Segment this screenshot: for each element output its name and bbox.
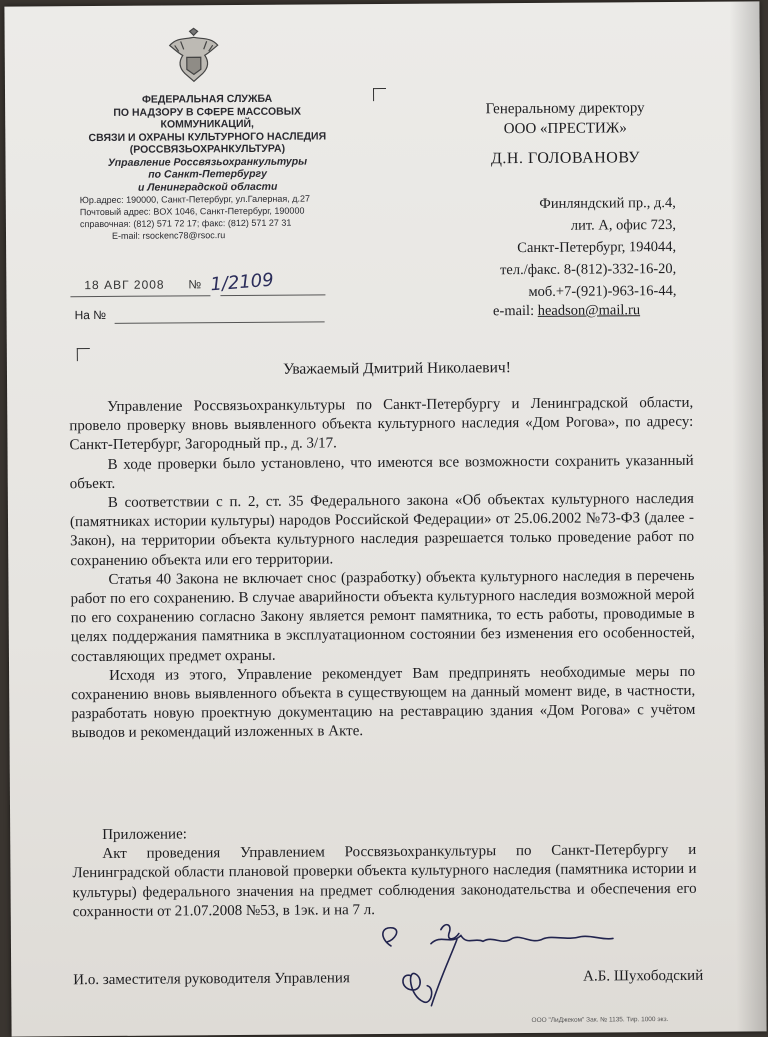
org-line: СВЯЗИ И ОХРАНЫ КУЛЬТУРНОГО НАСЛЕДИЯ bbox=[88, 129, 327, 144]
email-label: e-mail: bbox=[492, 302, 535, 320]
dept-line: Управление Россвязьохранкультуры bbox=[107, 155, 308, 169]
org-line: ФЕДЕРАЛЬНАЯ СЛУЖБА bbox=[141, 92, 273, 106]
dept-line: и Ленинградской области bbox=[137, 180, 278, 194]
contact-line: Почтовый адрес: BOX 1046, Санкт-Петербург, 190000 bbox=[79, 205, 305, 218]
signature-row bbox=[73, 968, 703, 994]
address-line: Финляндский пр., д.4, bbox=[539, 194, 676, 212]
reference-underline bbox=[115, 321, 325, 323]
recipient-address bbox=[446, 192, 677, 304]
letter-date: 18 АВГ 2008 bbox=[84, 277, 165, 293]
body-paragraph: Статья 40 Закона не включает снос (разработку) объекта культурного наследия в перечень работ по его сохранению. В случае аварийности объекта культурного наследия возможной мерой по его сохранению согласно Закону является ремонт памятника, то есть работы, проводимые в целях поддержания памятника в эксплуатационном состоянии без изменения его особенностей, составляющих предмет охраны. bbox=[70, 567, 695, 665]
corner-mark bbox=[373, 88, 386, 101]
org-line: ПО НАДЗОРУ В СФЕРЕ МАССОВЫХ bbox=[113, 105, 302, 119]
date-number-line bbox=[70, 269, 325, 300]
body-paragraph: В ходе проверки было установлено, что имеются все возможности сохранить указанный объект. bbox=[69, 452, 694, 493]
address-line: лит. А, офис 723, bbox=[570, 216, 677, 234]
signatory-position: И.о. заместителя руководителя Управления bbox=[73, 970, 350, 989]
letter-number: 1/2109 bbox=[209, 269, 275, 296]
print-footer: ООО "ЛиДжеком" Зак. № 1135. Тир. 1000 экз. bbox=[531, 1016, 669, 1024]
address-line: моб.+7-(921)-963-16-44, bbox=[528, 282, 677, 300]
attachment-heading: Приложение: bbox=[102, 826, 187, 843]
reference-label: На № bbox=[74, 307, 107, 323]
sender-block bbox=[77, 92, 338, 242]
recipient-name: Д.Н. ГОЛОВАНОВУ bbox=[490, 149, 641, 168]
signatory-name: А.Б. Шухободский bbox=[583, 967, 704, 985]
recipient-email bbox=[466, 302, 666, 320]
contact-line: справочная: (812) 571 72 17; факс: (812) 571 27 31 bbox=[79, 217, 292, 230]
contact-line: Юр.адрес: 190000, Санкт-Петербург, ул.Галерная, д.27 bbox=[79, 193, 310, 206]
reference-number-line bbox=[75, 306, 330, 328]
dept-line: по Санкт-Петербургу bbox=[148, 167, 267, 181]
recipient-block bbox=[435, 98, 695, 170]
address-line: тел./факс. 8-(812)-332-16-20, bbox=[499, 260, 677, 279]
body-paragraph: В соответствии с п. 2, ст. 35 Федерального закона «Об объектах культурного наследия (памятниках истории культуры) народов Российской Федерации» от 25.06.2002 №73-ФЗ (далее - Закон), на территории объекта культурного наследия разрешается только проведение работ по сохранению объекта или его территории. bbox=[69, 490, 695, 569]
number-underline bbox=[220, 294, 325, 296]
attachment-section bbox=[72, 822, 697, 922]
coat-of-arms-emblem bbox=[165, 27, 223, 85]
date-underline bbox=[70, 295, 210, 297]
recipient-company: ООО «ПРЕСТИЖ» bbox=[503, 120, 627, 138]
org-line: (РОССВЯЗЬОХРАНКУЛЬТУРА) bbox=[129, 142, 286, 156]
email-link[interactable]: headson@mail.ru bbox=[537, 302, 641, 319]
letter-body bbox=[69, 394, 695, 744]
corner-mark bbox=[77, 348, 90, 361]
handwritten-signature bbox=[371, 914, 622, 1016]
page-shadow bbox=[729, 1, 766, 1031]
body-paragraph: Исходя из этого, Управление рекомендует Вам предпринять необходимые меры по сохранению вновь выявленного объекта в существующем на данный момент виде, в частности, разработать новую проектную документацию на реставрацию здания «Дом Рогова» с учётом выводов и рекомендаций изложенных в Акте. bbox=[71, 663, 696, 742]
contact-line: E-mail: rsockenc78@rsoc.ru bbox=[111, 230, 226, 241]
number-label: № bbox=[188, 277, 202, 292]
letter-page bbox=[4, 1, 766, 1036]
org-line: КОММУНИКАЦИЙ, bbox=[160, 117, 254, 131]
greeting: Уважаемый Дмитрий Николаевич! bbox=[283, 359, 511, 378]
address-line: Санкт-Петербург, 194044, bbox=[517, 238, 677, 257]
attachment-text: Акт проведения Управлением Россвязьохранкультуры по Санкт-Петербургу и Ленинградской области плановой проверки объекта культурного наследия (памятника истории и культуры) федерального значения на предмет соблюдения законодательства и обеспечения его сохранности от 21.07.2008 №53, в 1эк. и на 7 л. bbox=[72, 842, 697, 921]
body-paragraph: Управление Россвязьохранкультуры по Санкт-Петербургу и Ленинградской области, провело проверку вновь выявленного объекта культурного наследия «Дом Рогова», по адресу: Санкт-Петербург, Загородный пр., д. 3/17. bbox=[69, 394, 694, 454]
recipient-title: Генеральному директору bbox=[485, 100, 645, 118]
